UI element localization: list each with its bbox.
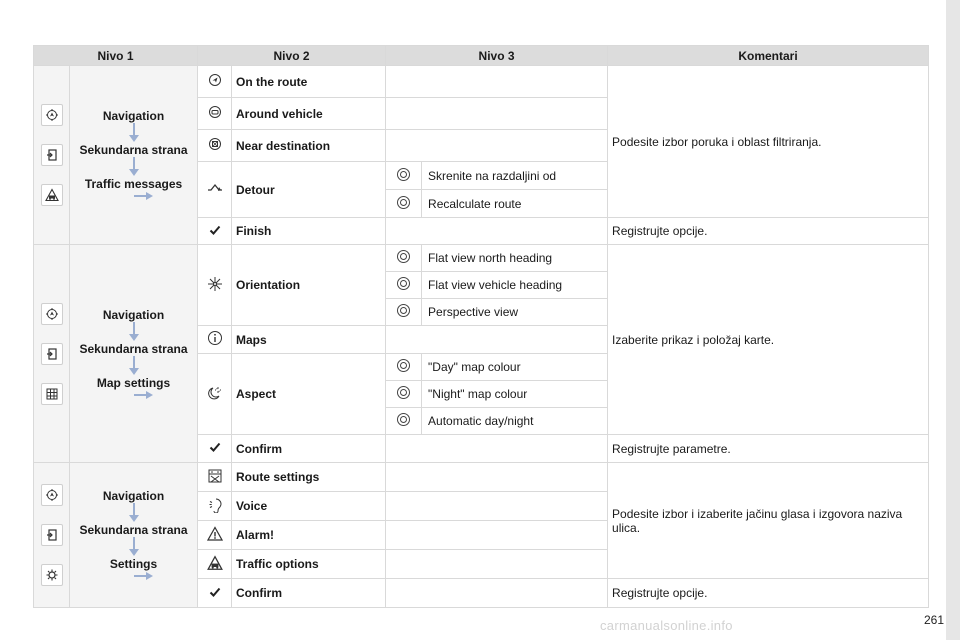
detour-icon	[198, 162, 232, 218]
radio-icon	[386, 299, 422, 326]
level3-label: Maps	[232, 326, 386, 354]
level2-label: Navigation	[102, 307, 165, 322]
finish-comment: Registrujte parametre.	[608, 435, 929, 463]
level1-icons-cell	[34, 245, 70, 463]
level4-empty	[386, 218, 608, 245]
arrow-down-icon	[128, 503, 140, 523]
comment-cell: Podesite izbor poruka i oblast filtriranja.	[608, 66, 929, 218]
level2-flow-cell	[70, 66, 198, 245]
level4-option: Skrenite na razdaljini od	[422, 162, 608, 190]
level4-option: "Night" map colour	[422, 381, 608, 408]
check-icon	[198, 218, 232, 245]
level2-label: Sekundarna strana	[79, 523, 188, 537]
radio-icon	[386, 272, 422, 299]
traffic-icon	[41, 184, 63, 206]
check-icon	[198, 435, 232, 463]
level3-label: Confirm	[232, 579, 386, 608]
navigation-icon	[41, 104, 63, 126]
level4-option: "Day" map colour	[422, 354, 608, 381]
level2-label: Sekundarna strana	[79, 341, 188, 356]
radio-icon	[386, 190, 422, 218]
settings-icon	[41, 564, 63, 586]
level3-label: Traffic options	[232, 550, 386, 579]
level3-label: Aspect	[232, 354, 386, 435]
radio-icon	[386, 381, 422, 408]
route-icon	[198, 66, 232, 98]
level4-empty	[386, 492, 608, 521]
level3-label: Finish	[232, 218, 386, 245]
radio-icon	[386, 354, 422, 381]
level3-label: Alarm!	[232, 521, 386, 550]
finish-comment: Registrujte opcije.	[608, 579, 929, 608]
radio-icon	[386, 162, 422, 190]
arrow-down-icon	[128, 537, 140, 557]
level2-label: Navigation	[102, 109, 165, 123]
level4-empty	[386, 463, 608, 492]
level4-empty	[386, 98, 608, 130]
check-icon	[198, 579, 232, 608]
destination-icon	[198, 130, 232, 162]
header-level3: Nivo 3	[386, 46, 608, 66]
watermark: carmanualsonline.info	[600, 618, 733, 633]
radio-icon	[386, 408, 422, 435]
page-edge-tab	[946, 0, 960, 640]
comment-cell: Podesite izbor i izaberite jačinu glasa i izgovora naziva ulica.	[608, 463, 929, 579]
arrow-right-icon	[134, 191, 154, 201]
level2-label: Traffic messages	[84, 177, 183, 191]
level4-option: Flat view vehicle heading	[422, 272, 608, 299]
level3-label: Route settings	[232, 463, 386, 492]
level2-flow-cell	[70, 463, 198, 608]
level3-label: On the route	[232, 66, 386, 98]
level4-empty	[386, 521, 608, 550]
traffic-icon	[198, 550, 232, 579]
level4-empty	[386, 66, 608, 98]
header-level1: Nivo 1	[34, 46, 198, 66]
arrow-down-icon	[128, 356, 140, 376]
aspect-icon	[198, 354, 232, 435]
level4-option: Automatic day/night	[422, 408, 608, 435]
radio-icon	[386, 245, 422, 272]
level3-label: Voice	[232, 492, 386, 521]
level4-empty	[386, 326, 608, 354]
arrow-down-icon	[128, 123, 140, 143]
level4-empty	[386, 550, 608, 579]
header-comments: Komentari	[608, 46, 929, 66]
info-icon	[198, 326, 232, 354]
arrow-right-icon	[134, 571, 154, 581]
page-number: 261	[923, 613, 944, 627]
header-level2: Nivo 2	[198, 46, 386, 66]
navigation-icon	[41, 303, 63, 325]
level3-label: Around vehicle	[232, 98, 386, 130]
level4-empty	[386, 579, 608, 608]
level2-label: Settings	[109, 557, 158, 571]
level1-icons-cell	[34, 463, 70, 608]
voice-icon	[198, 492, 232, 521]
comment-cell: Izaberite prikaz i položaj karte.	[608, 245, 929, 435]
level4-option: Flat view north heading	[422, 245, 608, 272]
level4-empty	[386, 130, 608, 162]
secondary-page-icon	[41, 144, 63, 166]
secondary-page-icon	[41, 343, 63, 365]
level4-empty	[386, 435, 608, 463]
arrow-down-icon	[128, 322, 140, 342]
level3-label: Confirm	[232, 435, 386, 463]
orientation-icon	[198, 245, 232, 326]
route-settings-icon	[198, 463, 232, 492]
secondary-page-icon	[41, 524, 63, 546]
menu-table	[33, 45, 929, 608]
alarm-icon	[198, 521, 232, 550]
level2-label: Navigation	[102, 489, 165, 503]
navigation-icon	[41, 484, 63, 506]
level2-label: Map settings	[96, 375, 171, 390]
level3-label: Near destination	[232, 130, 386, 162]
level4-option: Perspective view	[422, 299, 608, 326]
vehicle-icon	[198, 98, 232, 130]
table-row	[34, 245, 929, 272]
map-settings-icon	[41, 383, 63, 405]
level2-label: Sekundarna strana	[79, 143, 188, 157]
arrow-right-icon	[134, 390, 154, 400]
level3-label: Orientation	[232, 245, 386, 326]
level1-icons-cell	[34, 66, 70, 245]
table-row	[34, 463, 929, 492]
table-row	[34, 66, 929, 98]
level4-option: Recalculate route	[422, 190, 608, 218]
table-header-row	[34, 46, 929, 66]
finish-comment: Registrujte opcije.	[608, 218, 929, 245]
level2-flow-cell	[70, 245, 198, 463]
arrow-down-icon	[128, 157, 140, 177]
level3-label: Detour	[232, 162, 386, 218]
